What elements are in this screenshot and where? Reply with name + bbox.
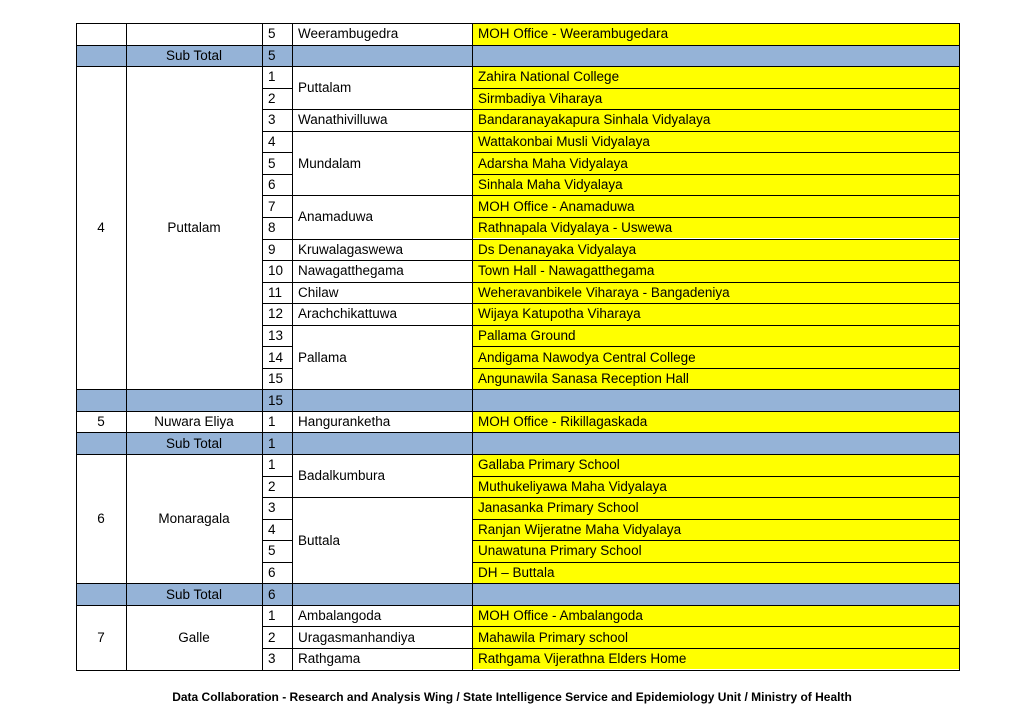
vaccination-location-cell: Wijaya Katupotha Viharaya: [472, 303, 959, 325]
vaccination-location-cell: Zahira National College: [472, 66, 959, 88]
table-rule: [262, 626, 293, 627]
moh-area-cell: Hanguranketha: [298, 414, 391, 430]
table-rule: [472, 325, 960, 326]
table-rule: [472, 23, 473, 671]
table-rule: [472, 670, 960, 671]
table-rule: [126, 605, 263, 606]
center-number-cell: 10: [268, 263, 284, 279]
table-rule: [126, 23, 263, 24]
moh-area-cell: Pallama: [298, 349, 347, 365]
center-number-cell: 1: [268, 69, 276, 85]
moh-area-cell: [292, 45, 472, 67]
table-rule: [126, 670, 263, 671]
sub-total-count: 6: [268, 586, 276, 602]
table-rule: [262, 346, 293, 347]
table-rule: [472, 66, 960, 67]
table-rule: [472, 432, 960, 433]
table-rule: [262, 325, 293, 326]
table-rule: [262, 432, 293, 433]
table-rule: [76, 23, 77, 671]
table-rule: [292, 239, 473, 240]
district-number-cell: [76, 432, 126, 454]
table-rule: [292, 389, 473, 390]
vaccination-location-cell: Ranjan Wijeratne Maha Vidyalaya: [472, 519, 959, 541]
vaccination-location-cell: MOH Office - Ambalangoda: [472, 605, 959, 627]
center-number-cell: 13: [268, 327, 284, 343]
table-rule: [262, 476, 293, 477]
table-rule: [292, 325, 473, 326]
district-number-cell: 6: [97, 511, 105, 527]
table-rule: [472, 368, 960, 369]
vaccination-location-cell: Sirmbadiya Viharaya: [472, 88, 959, 110]
table-rule: [472, 131, 960, 132]
sub-total-label: Sub Total: [165, 47, 223, 63]
table-rule: [262, 519, 293, 520]
moh-area-cell: Rathgama: [298, 651, 361, 667]
moh-area-cell: Ambalangoda: [298, 608, 382, 624]
table-rule: [126, 411, 263, 412]
center-number-cell: 8: [268, 220, 276, 236]
table-rule: [292, 670, 473, 671]
vaccination-location-cell: MOH Office - Weerambugedara: [472, 23, 959, 45]
moh-area-cell: Buttala: [298, 532, 341, 548]
table-rule: [262, 540, 293, 541]
vaccination-location-cell: MOH Office - Anamaduwa: [472, 195, 959, 217]
moh-area-cell: Puttalam: [298, 80, 352, 96]
vaccination-location-cell: Gallaba Primary School: [472, 454, 959, 476]
vaccination-location-cell: Rathnapala Vidyalaya - Uswewa: [472, 217, 959, 239]
district-number-cell: 5: [97, 414, 105, 430]
table-rule: [472, 346, 960, 347]
moh-area-cell: Weerambugedra: [298, 26, 399, 42]
district-number-cell: [76, 389, 126, 411]
table-rule: [292, 303, 473, 304]
center-number-cell: 1: [268, 457, 276, 473]
sub-total-count: 15: [268, 392, 284, 408]
table-rule: [76, 454, 127, 455]
sub-total-label: Sub Total: [165, 435, 223, 451]
vaccination-location-cell: Rathgama Vijerathna Elders Home: [472, 648, 959, 670]
table-rule: [292, 131, 473, 132]
table-rule: [262, 583, 293, 584]
district-cell: Monaragala: [158, 511, 230, 527]
table-rule: [262, 454, 293, 455]
district-cell: Puttalam: [167, 220, 221, 236]
table-rule: [262, 195, 293, 196]
table-rule: [126, 389, 263, 390]
table-rule: [292, 454, 473, 455]
table-rule: [76, 605, 127, 606]
center-number-cell: 3: [268, 500, 276, 516]
table-rule: [262, 368, 293, 369]
table-rule: [262, 239, 293, 240]
table-rule: [126, 454, 263, 455]
table-rule: [472, 562, 960, 563]
table-rule: [292, 626, 473, 627]
center-number-cell: 5: [268, 155, 276, 171]
table-rule: [262, 131, 293, 132]
vaccination-location-cell: Andigama Nawodya Central College: [472, 346, 959, 368]
table-rule: [472, 195, 960, 196]
table-rule: [472, 282, 960, 283]
table-rule: [292, 260, 473, 261]
table-rule: [472, 109, 960, 110]
table-rule: [126, 66, 263, 67]
center-number-cell: 2: [268, 478, 276, 494]
table-rule: [126, 432, 263, 433]
table-rule: [472, 88, 960, 89]
table-rule: [262, 217, 293, 218]
table-rule: [262, 282, 293, 283]
table-rule: [262, 648, 293, 649]
vaccination-location-cell: DH – Buttala: [472, 562, 959, 584]
table-rule: [76, 432, 127, 433]
table-rule: [262, 605, 293, 606]
table-rule: [472, 23, 960, 24]
table-rule: [262, 303, 293, 304]
vaccination-location-cell: MOH Office - Rikillagaskada: [472, 411, 959, 433]
table-rule: [292, 195, 473, 196]
moh-area-cell: Anamaduwa: [298, 209, 374, 225]
table-rule: [472, 217, 960, 218]
table-rule: [262, 45, 293, 46]
table-rule: [472, 648, 960, 649]
table-rule: [126, 583, 263, 584]
center-number-cell: 4: [268, 521, 276, 537]
table-rule: [76, 389, 127, 390]
vaccination-location-cell: [472, 389, 959, 411]
table-rule: [76, 66, 127, 67]
moh-area-cell: Mundalam: [298, 155, 362, 171]
table-rule: [472, 239, 960, 240]
sub-total-count: 1: [268, 435, 276, 451]
sub-total-label: Sub Total: [165, 586, 223, 602]
footer-credit: Data Collaboration - Research and Analysis Wing / State Intelligence Service and Epidemiology Unit / Ministry of Health: [172, 690, 852, 704]
center-number-cell: 5: [268, 543, 276, 559]
table-rule: [262, 23, 293, 24]
table-rule: [472, 605, 960, 606]
vaccination-location-cell: Mahawila Primary school: [472, 626, 959, 648]
district-number-cell: [76, 23, 126, 45]
table-rule: [76, 583, 127, 584]
table-rule: [292, 23, 473, 24]
table-rule: [262, 670, 293, 671]
table-rule: [126, 45, 263, 46]
center-number-cell: 12: [268, 306, 284, 322]
district-number-cell: 7: [97, 629, 105, 645]
table-rule: [472, 583, 960, 584]
table-rule: [292, 109, 473, 110]
table-rule: [262, 109, 293, 110]
district-cell: Galle: [178, 629, 210, 645]
table-rule: [292, 583, 473, 584]
table-rule: [262, 389, 293, 390]
table-rule: [262, 152, 293, 153]
table-rule: [76, 45, 127, 46]
table-rule: [262, 66, 293, 67]
table-rule: [472, 454, 960, 455]
sub-total-label: [126, 389, 262, 411]
table-rule: [262, 260, 293, 261]
center-number-cell: 11: [268, 284, 283, 300]
table-rule: [959, 23, 960, 671]
vaccination-location-cell: Adarsha Maha Vidyalaya: [472, 152, 959, 174]
district-number-cell: [76, 583, 126, 605]
district-cell: Nuwara Eliya: [154, 414, 234, 430]
table-rule: [472, 476, 960, 477]
vaccination-location-cell: Unawatuna Primary School: [472, 540, 959, 562]
vaccination-location-cell: Angunawila Sanasa Reception Hall: [472, 368, 959, 390]
table-rule: [262, 174, 293, 175]
center-number-cell: 6: [268, 177, 276, 193]
table-rule: [126, 23, 127, 671]
table-rule: [292, 282, 473, 283]
table-rule: [292, 605, 473, 606]
vaccination-location-cell: Pallama Ground: [472, 325, 959, 347]
table-rule: [262, 497, 293, 498]
table-rule: [472, 303, 960, 304]
table-rule: [76, 411, 127, 412]
table-rule: [472, 540, 960, 541]
vaccination-location-cell: Wattakonbai Musli Vidyalaya: [472, 131, 959, 153]
table-rule: [262, 88, 293, 89]
vaccination-location-cell: Sinhala Maha Vidyalaya: [472, 174, 959, 196]
table-rule: [472, 260, 960, 261]
center-number-cell: 3: [268, 112, 276, 128]
center-number-cell: 3: [268, 651, 276, 667]
table-rule: [262, 411, 293, 412]
center-number-cell: 15: [268, 371, 284, 387]
table-rule: [472, 626, 960, 627]
vaccination-location-cell: Janasanka Primary School: [472, 497, 959, 519]
center-number-cell: 6: [268, 565, 276, 581]
table-rule: [472, 389, 960, 390]
table-rule: [76, 670, 127, 671]
moh-area-cell: [292, 432, 472, 454]
vaccination-location-cell: Bandaranayakapura Sinhala Vidyalaya: [472, 109, 959, 131]
vaccination-location-cell: Weheravanbikele Viharaya - Bangadeniya: [472, 282, 959, 304]
center-number-cell: 5: [268, 26, 276, 42]
table-rule: [292, 45, 473, 46]
table-rule: [472, 411, 960, 412]
moh-area-cell: Nawagatthegama: [298, 263, 404, 279]
table-rule: [292, 411, 473, 412]
table-rule: [292, 23, 293, 671]
table-rule: [292, 66, 473, 67]
moh-area-cell: Chilaw: [298, 284, 339, 300]
vaccination-location-cell: Muthukeliyawa Maha Vidyalaya: [472, 476, 959, 498]
moh-area-cell: Wanathivilluwa: [298, 112, 388, 128]
table-rule: [292, 648, 473, 649]
table-rule: [76, 23, 127, 24]
table-rule: [472, 152, 960, 153]
sub-total-count: 5: [268, 47, 276, 63]
center-number-cell: 1: [268, 414, 276, 430]
moh-area-cell: Kruwalagaswewa: [298, 241, 404, 257]
vaccination-location-cell: [472, 583, 959, 605]
center-number-cell: 9: [268, 241, 276, 257]
vaccination-location-cell: [472, 432, 959, 454]
moh-area-cell: Badalkumbura: [298, 468, 386, 484]
moh-area-cell: Uragasmanhandiya: [298, 629, 416, 645]
table-rule: [472, 497, 960, 498]
table-rule: [262, 23, 263, 671]
table-rule: [292, 497, 473, 498]
district-number-cell: [76, 45, 126, 67]
center-number-cell: 1: [268, 608, 276, 624]
moh-area-cell: [292, 583, 472, 605]
table-rule: [472, 174, 960, 175]
moh-area-cell: [292, 389, 472, 411]
district-number-cell: 4: [97, 220, 105, 236]
center-number-cell: 14: [268, 349, 284, 365]
center-number-cell: 4: [268, 134, 276, 150]
table-rule: [292, 432, 473, 433]
moh-area-cell: Arachchikattuwa: [298, 306, 398, 322]
vaccination-location-cell: Town Hall - Nawagatthegama: [472, 260, 959, 282]
center-number-cell: 7: [268, 198, 276, 214]
district-cell: [126, 23, 262, 45]
vaccination-location-cell: [472, 45, 959, 67]
center-number-cell: 2: [268, 629, 276, 645]
center-number-cell: 2: [268, 90, 276, 106]
table-rule: [262, 562, 293, 563]
vaccination-location-cell: Ds Denanayaka Vidyalaya: [472, 239, 959, 261]
table-rule: [472, 519, 960, 520]
table-rule: [472, 45, 960, 46]
